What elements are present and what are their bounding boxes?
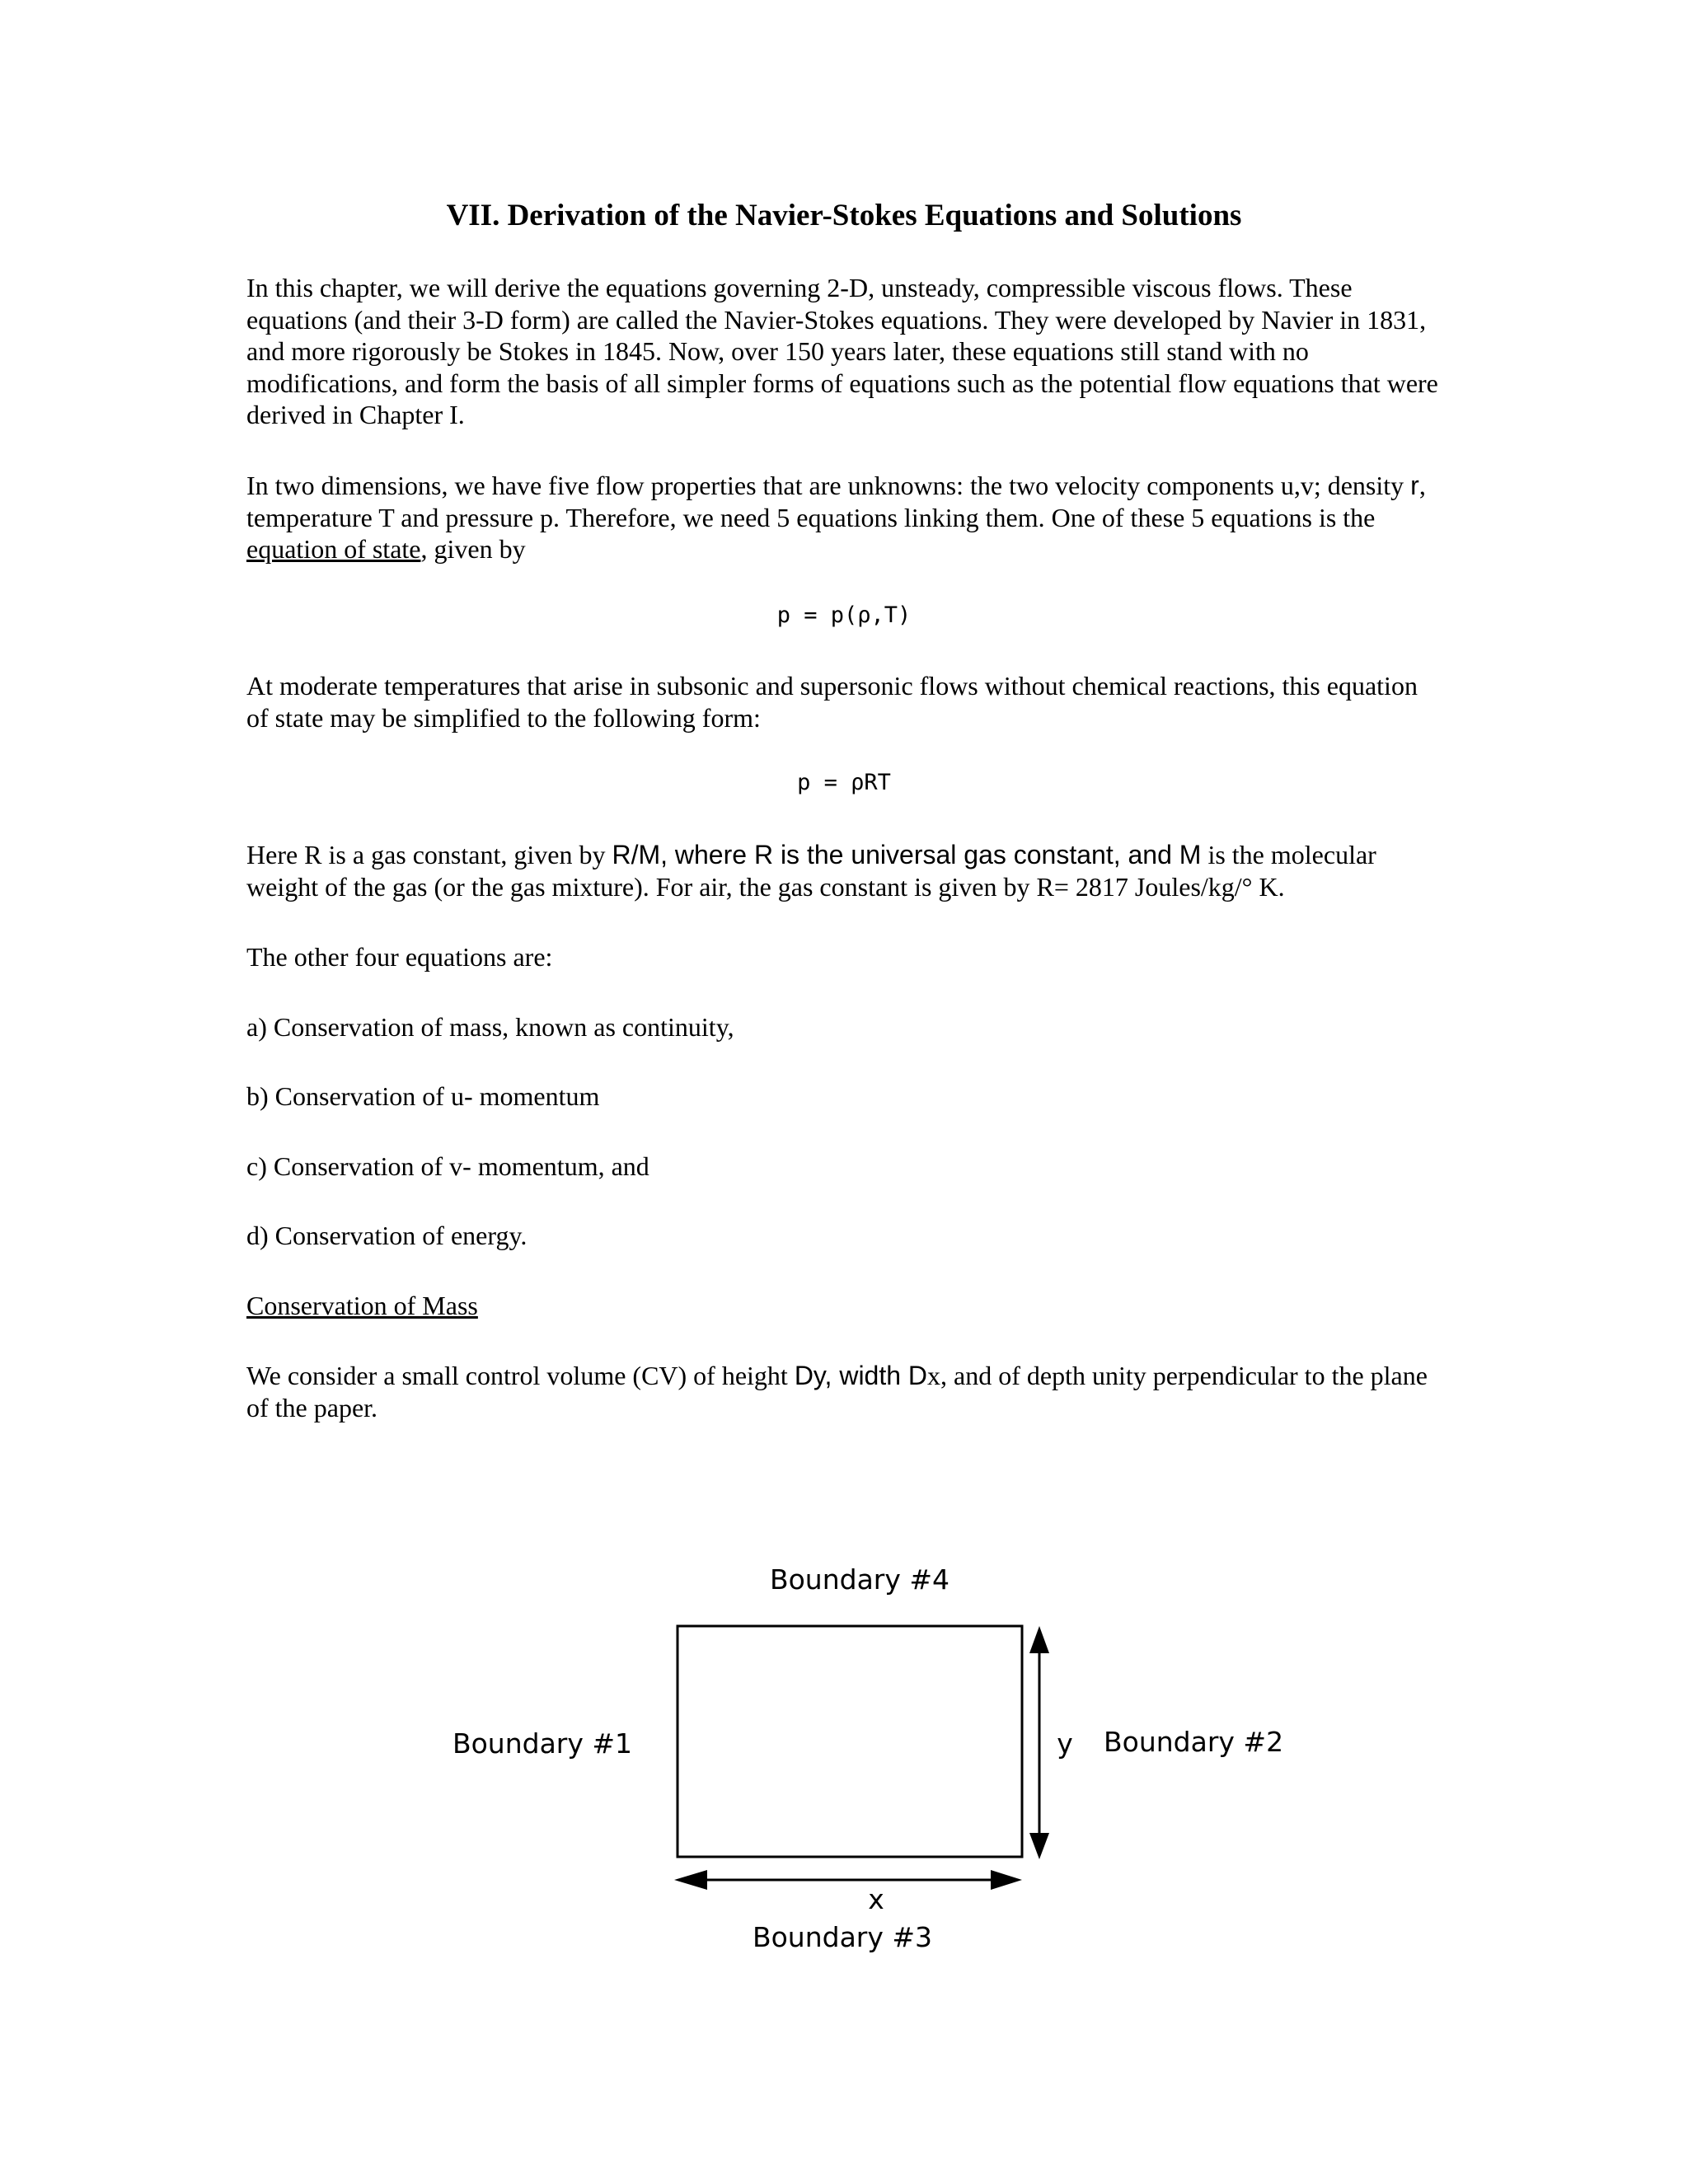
boundary-top-label: Boundary #4	[769, 1563, 950, 1596]
gas-constant-sans-text: R/M, where R is the universal gas constant, and M	[612, 840, 1202, 869]
section-heading: Conservation of Mass	[246, 1291, 478, 1320]
gas-constant-text-1: Here R is a gas constant, given by	[246, 840, 612, 869]
y-dimension-label: y	[1057, 1727, 1073, 1760]
list-item: c) Conservation of v- momentum, and	[246, 1151, 649, 1181]
moderate-temperatures-paragraph: At moderate temperatures that arise in subsonic and supersonic flows without chemical reactions, this equation of state may be simplified to the following form:	[246, 671, 1418, 733]
boundary-bottom-label: Boundary #3	[752, 1921, 933, 1953]
cv-sans-text: Dy, width D	[794, 1361, 928, 1390]
y-arrow-down-icon	[1029, 1833, 1049, 1859]
ideal-gas-formula: p = ρRT	[797, 770, 891, 795]
boundary-right-label: Boundary #2	[1104, 1726, 1284, 1758]
control-volume-box	[678, 1626, 1022, 1857]
list-item: b) Conservation of u- momentum	[246, 1081, 600, 1111]
y-arrow-up-icon	[1029, 1626, 1049, 1653]
other-four-text: The other four equations are:	[246, 942, 553, 972]
boundary-left-label: Boundary #1	[452, 1727, 633, 1760]
unknowns-text-3: , given by	[420, 534, 526, 564]
equation-of-state-formula: p = p(ρ,T)	[776, 602, 912, 628]
x-arrow-right-icon	[991, 1870, 1022, 1890]
gas-constant-text-2: is the molecular weight of the gas (or the gas mixture). For air, the gas constant is given by R= 2817 Joules/kg/° K.	[246, 840, 1376, 902]
unknowns-text-1: In two dimensions, we have five flow properties that are unknowns: the two velocity components u,v; density	[246, 471, 1411, 500]
list-item: d) Conservation of energy.	[246, 1221, 528, 1250]
rho-symbol: r	[1410, 471, 1419, 500]
unknowns-text-2: , temperature T and pressure p. Therefore, we need 5 equations linking them. One of these 5 equations is the	[246, 471, 1426, 532]
equation-of-state-link[interactable]: equation of state	[246, 534, 421, 564]
page-title: VII. Derivation of the Navier-Stokes Equations and Solutions	[446, 199, 1242, 232]
intro-paragraph: In this chapter, we will derive the equations governing 2-D, unsteady, compressible viscous flows. These equations (and their 3-D form) are called the Navier-Stokes equations. They were developed by Navier in 1831, and more rigorously be Stokes in 1845. Now, over 150 years later, these equations still stand with no modifications, and form the basis of all simpler forms of equations such as the potential flow equations that were derived in Chapter I.	[246, 273, 1438, 429]
list-item: a) Conservation of mass, known as continuity,	[246, 1012, 734, 1042]
x-dimension-label: x	[868, 1883, 884, 1915]
cv-text-2: x, and of depth unity perpendicular to the plane of the paper.	[246, 1361, 1428, 1422]
x-arrow-left-icon	[674, 1870, 707, 1890]
cv-text-1: We consider a small control volume (CV) of height	[246, 1361, 795, 1390]
